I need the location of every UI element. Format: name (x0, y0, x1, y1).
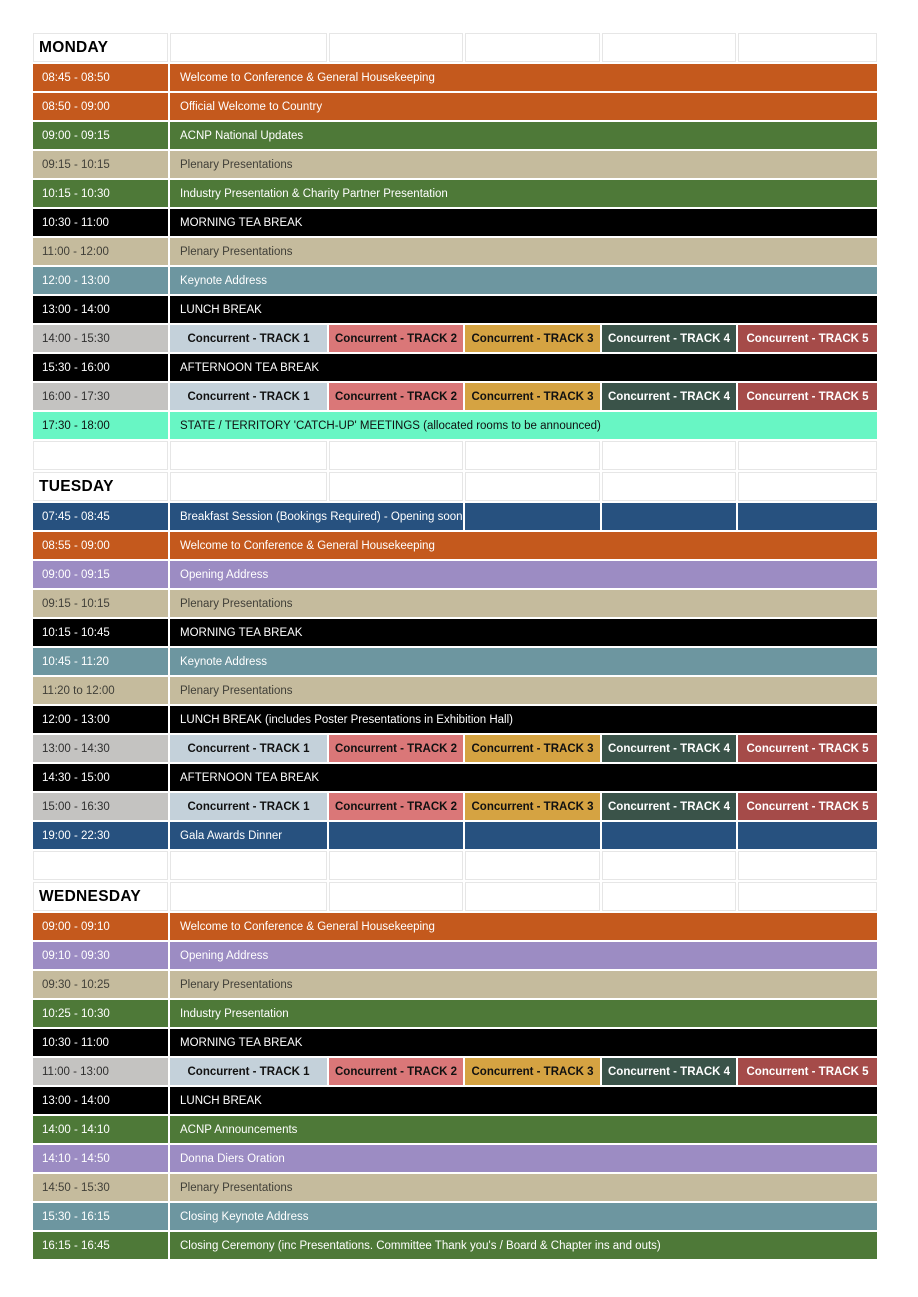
track-cell-1: Concurrent - TRACK 1 (170, 383, 327, 410)
event-cell: Welcome to Conference & General Housekeeping (170, 532, 877, 559)
schedule-row (33, 267, 877, 294)
track-cell-3: Concurrent - TRACK 3 (465, 383, 600, 410)
schedule-row (33, 648, 877, 675)
schedule-row (33, 296, 877, 323)
schedule-row (33, 1145, 877, 1172)
time-cell: 11:20 to 12:00 (33, 677, 168, 704)
track-cell-1: Concurrent - TRACK 1 (170, 793, 327, 820)
spacer-cell (602, 441, 736, 470)
schedule-row (33, 619, 877, 646)
schedule-row (33, 325, 877, 352)
day-header-row (33, 33, 877, 62)
time-cell: 19:00 - 22:30 (33, 822, 168, 849)
header-blank-cell (738, 472, 877, 501)
time-cell: 14:00 - 14:10 (33, 1116, 168, 1143)
schedule-row (33, 180, 877, 207)
schedule-row (33, 793, 877, 820)
track-cell-1: Concurrent - TRACK 1 (170, 735, 327, 762)
schedule-row (33, 971, 877, 998)
header-blank-cell (465, 882, 600, 911)
schedule-row (33, 822, 877, 849)
time-cell: 13:00 - 14:30 (33, 735, 168, 762)
schedule-row (33, 913, 877, 940)
time-cell: 09:00 - 09:10 (33, 913, 168, 940)
time-cell: 09:10 - 09:30 (33, 942, 168, 969)
schedule-row (33, 532, 877, 559)
event-cell: Plenary Presentations (170, 151, 877, 178)
time-cell: 15:30 - 16:15 (33, 1203, 168, 1230)
schedule-row (33, 1087, 877, 1114)
time-cell: 15:30 - 16:00 (33, 354, 168, 381)
header-blank-cell (602, 472, 736, 501)
header-blank-cell (170, 472, 327, 501)
time-cell: 16:00 - 17:30 (33, 383, 168, 410)
time-cell: 10:25 - 10:30 (33, 1000, 168, 1027)
event-cell: Plenary Presentations (170, 590, 877, 617)
schedule-row (33, 412, 877, 439)
time-cell: 09:15 - 10:15 (33, 590, 168, 617)
track-cell-4: Concurrent - TRACK 4 (602, 383, 736, 410)
spacer-cell (465, 851, 600, 880)
event-cell: Gala Awards Dinner (170, 822, 327, 849)
day-header-row (33, 882, 877, 911)
schedule-row (33, 1029, 877, 1056)
track-cell-4: Concurrent - TRACK 4 (602, 793, 736, 820)
schedule-row (33, 383, 877, 410)
day-header-row (33, 472, 877, 501)
track-cell-1: Concurrent - TRACK 1 (170, 1058, 327, 1085)
schedule-row (33, 209, 877, 236)
time-cell: 09:15 - 10:15 (33, 151, 168, 178)
schedule-row (33, 735, 877, 762)
track-cell-2: Concurrent - TRACK 2 (329, 735, 463, 762)
schedule-row (33, 1203, 877, 1230)
event-cell: Keynote Address (170, 648, 877, 675)
time-cell: 16:15 - 16:45 (33, 1232, 168, 1259)
event-cell: MORNING TEA BREAK (170, 619, 877, 646)
event-cell: ACNP National Updates (170, 122, 877, 149)
event-empty-cell (329, 822, 463, 849)
spacer-row (33, 851, 877, 880)
track-cell-2: Concurrent - TRACK 2 (329, 1058, 463, 1085)
header-blank-cell (465, 33, 600, 62)
header-blank-cell (738, 882, 877, 911)
track-cell-4: Concurrent - TRACK 4 (602, 1058, 736, 1085)
event-cell: Opening Address (170, 561, 877, 588)
time-cell: 07:45 - 08:45 (33, 503, 168, 530)
header-blank-cell (329, 882, 463, 911)
track-cell-5: Concurrent - TRACK 5 (738, 735, 877, 762)
time-cell: 10:15 - 10:45 (33, 619, 168, 646)
spacer-row (33, 441, 877, 470)
spacer-cell (170, 851, 327, 880)
track-cell-2: Concurrent - TRACK 2 (329, 383, 463, 410)
time-cell: 12:00 - 13:00 (33, 267, 168, 294)
spacer-cell (465, 441, 600, 470)
time-cell: 10:45 - 11:20 (33, 648, 168, 675)
spacer-cell (170, 441, 327, 470)
header-blank-cell (602, 33, 736, 62)
event-cell: Opening Address (170, 942, 877, 969)
track-cell-3: Concurrent - TRACK 3 (465, 1058, 600, 1085)
event-cell: Plenary Presentations (170, 971, 877, 998)
event-empty-cell (465, 503, 600, 530)
header-blank-cell (602, 882, 736, 911)
track-cell-3: Concurrent - TRACK 3 (465, 735, 600, 762)
event-cell: ACNP Announcements (170, 1116, 877, 1143)
track-cell-5: Concurrent - TRACK 5 (738, 1058, 877, 1085)
header-blank-cell (170, 882, 327, 911)
event-cell: Official Welcome to Country (170, 93, 877, 120)
event-cell: Donna Diers Oration (170, 1145, 877, 1172)
time-cell: 13:00 - 14:00 (33, 296, 168, 323)
time-cell: 09:00 - 09:15 (33, 122, 168, 149)
event-empty-cell (602, 503, 736, 530)
event-cell: AFTERNOON TEA BREAK (170, 764, 877, 791)
schedule-row (33, 1116, 877, 1143)
time-cell: 11:00 - 12:00 (33, 238, 168, 265)
schedule-row (33, 677, 877, 704)
track-cell-3: Concurrent - TRACK 3 (465, 793, 600, 820)
time-cell: 11:00 - 13:00 (33, 1058, 168, 1085)
schedule-row (33, 1000, 877, 1027)
event-cell: LUNCH BREAK (170, 1087, 877, 1114)
schedule-row (33, 590, 877, 617)
event-cell: Welcome to Conference & General Housekeeping (170, 913, 877, 940)
time-cell: 14:50 - 15:30 (33, 1174, 168, 1201)
day-name-wednesday: WEDNESDAY (33, 882, 168, 911)
event-cell: Breakfast Session (Bookings Required) - Opening soon (170, 503, 463, 530)
track-cell-3: Concurrent - TRACK 3 (465, 325, 600, 352)
spacer-cell (329, 441, 463, 470)
event-cell: STATE / TERRITORY 'CATCH-UP' MEETINGS (allocated rooms to be announced) (170, 412, 877, 439)
header-blank-cell (738, 33, 877, 62)
time-cell: 14:10 - 14:50 (33, 1145, 168, 1172)
event-cell: Closing Ceremony (inc Presentations. Committee Thank you's / Board & Chapter ins and outs) (170, 1232, 877, 1259)
time-cell: 10:15 - 10:30 (33, 180, 168, 207)
event-cell: MORNING TEA BREAK (170, 209, 877, 236)
time-cell: 13:00 - 14:00 (33, 1087, 168, 1114)
time-cell: 08:55 - 09:00 (33, 532, 168, 559)
spacer-cell (602, 851, 736, 880)
event-cell: LUNCH BREAK (includes Poster Presentations in Exhibition Hall) (170, 706, 877, 733)
schedule-table-body (33, 33, 877, 1259)
event-empty-cell (738, 503, 877, 530)
track-cell-2: Concurrent - TRACK 2 (329, 793, 463, 820)
event-cell: Industry Presentation (170, 1000, 877, 1027)
time-cell: 09:00 - 09:15 (33, 561, 168, 588)
time-cell: 14:30 - 15:00 (33, 764, 168, 791)
event-cell: Plenary Presentations (170, 677, 877, 704)
time-cell: 12:00 - 13:00 (33, 706, 168, 733)
day-name-tuesday: TUESDAY (33, 472, 168, 501)
event-cell: LUNCH BREAK (170, 296, 877, 323)
event-cell: MORNING TEA BREAK (170, 1029, 877, 1056)
time-cell: 14:00 - 15:30 (33, 325, 168, 352)
event-cell: Industry Presentation & Charity Partner Presentation (170, 180, 877, 207)
event-cell: Welcome to Conference & General Housekeeping (170, 64, 877, 91)
schedule-table (31, 31, 879, 1261)
time-cell: 08:45 - 08:50 (33, 64, 168, 91)
track-cell-5: Concurrent - TRACK 5 (738, 325, 877, 352)
time-cell: 10:30 - 11:00 (33, 209, 168, 236)
event-cell: Keynote Address (170, 267, 877, 294)
time-cell: 08:50 - 09:00 (33, 93, 168, 120)
track-cell-4: Concurrent - TRACK 4 (602, 325, 736, 352)
schedule-row (33, 942, 877, 969)
header-blank-cell (329, 472, 463, 501)
track-cell-5: Concurrent - TRACK 5 (738, 793, 877, 820)
time-cell: 17:30 - 18:00 (33, 412, 168, 439)
header-blank-cell (170, 33, 327, 62)
spacer-cell (738, 851, 877, 880)
spacer-cell (33, 441, 168, 470)
header-blank-cell (465, 472, 600, 501)
time-cell: 10:30 - 11:00 (33, 1029, 168, 1056)
event-cell: Plenary Presentations (170, 1174, 877, 1201)
spacer-cell (33, 851, 168, 880)
time-cell: 15:00 - 16:30 (33, 793, 168, 820)
spacer-cell (329, 851, 463, 880)
schedule-row (33, 1058, 877, 1085)
schedule-row (33, 764, 877, 791)
header-blank-cell (329, 33, 463, 62)
event-cell: AFTERNOON TEA BREAK (170, 354, 877, 381)
track-cell-1: Concurrent - TRACK 1 (170, 325, 327, 352)
schedule-row (33, 238, 877, 265)
schedule-row (33, 122, 877, 149)
schedule-row (33, 151, 877, 178)
event-cell: Closing Keynote Address (170, 1203, 877, 1230)
event-empty-cell (738, 822, 877, 849)
schedule-row (33, 354, 877, 381)
schedule-row (33, 1174, 877, 1201)
schedule-row (33, 561, 877, 588)
schedule-row (33, 64, 877, 91)
time-cell: 09:30 - 10:25 (33, 971, 168, 998)
day-name-monday: MONDAY (33, 33, 168, 62)
schedule-row (33, 706, 877, 733)
event-empty-cell (465, 822, 600, 849)
schedule-row (33, 1232, 877, 1259)
event-empty-cell (602, 822, 736, 849)
spacer-cell (738, 441, 877, 470)
schedule-row (33, 93, 877, 120)
track-cell-4: Concurrent - TRACK 4 (602, 735, 736, 762)
track-cell-2: Concurrent - TRACK 2 (329, 325, 463, 352)
track-cell-5: Concurrent - TRACK 5 (738, 383, 877, 410)
schedule-row (33, 503, 877, 530)
event-cell: Plenary Presentations (170, 238, 877, 265)
